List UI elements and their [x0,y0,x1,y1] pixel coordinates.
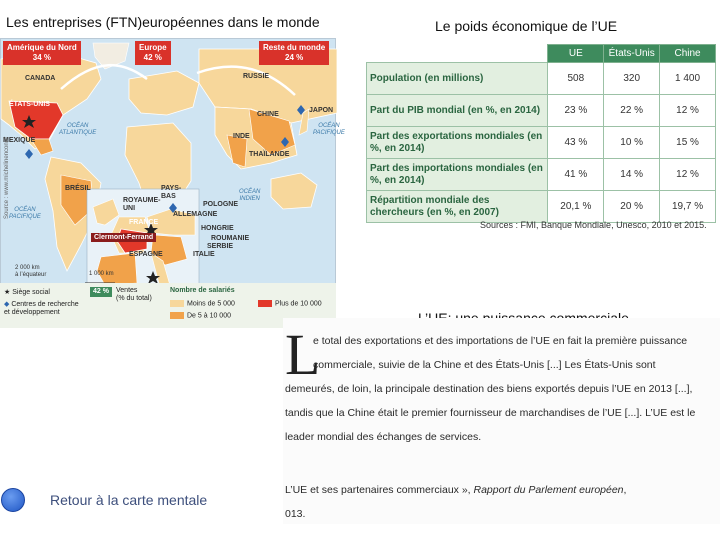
text-line: leader mondial des échanges de services. [285,431,482,443]
table-source: Sources : FMI, Banque Mondiale, Unesco, 2010 et 2015. [480,220,707,230]
text-line: e total des exportations et des importations de l’UE en fait la première puissance [313,335,688,347]
cell-value: 19,7 % [660,191,716,223]
cell-value: 22 % [604,95,660,127]
row-label: Répartition mondiale des chercheurs (en %, en 2007) [367,191,548,223]
cell-value: 320 [604,63,660,95]
label-etats-unis: ÉTATS-UNIS [9,101,50,108]
table-row [367,191,716,223]
legend-sales-pct: 42 % [90,287,112,297]
label-espagne: ESPAGNE [129,251,163,258]
ocean-pacifique-west: OCÉAN PACIFIQUE [9,207,41,220]
ocean-indien: OCÉAN INDIEN [239,189,261,202]
row-label: Part du PIB mondial (en %, en 2014) [367,95,548,127]
table-corner [367,45,548,63]
text-excerpt [283,318,720,524]
label-russie: RUSSIE [243,73,270,80]
rest-of-world-share: Reste du monde 24 % [259,41,329,65]
star-icon: ★ [4,289,13,296]
scale-main: 2 000 km à l’équateur [15,265,47,278]
row-label: Part des exportations mondiales (en %, en 2014) [367,127,548,159]
label-allemagne: ALLEMAGNE [173,211,218,218]
north-america-share: Amérique du Nord 34 % [3,41,81,65]
back-button-icon[interactable] [1,488,25,512]
cell-value: 1 400 [660,63,716,95]
legend-rd: ◆ Centres de recherche et développement [4,301,79,316]
label-chine: CHINE [257,111,279,118]
scale-inset: 1 000 km [89,271,114,277]
label-bresil: BRÉSIL [65,185,91,192]
table-header-row [367,45,716,63]
ocean-pacifique-east: OCÉAN PACIFIQUE [313,123,345,136]
text-line: demeurés, de loin, la principale destination des biens exportés depuis l’UE en 2013 [...], [285,383,693,395]
label-italie: ITALIE [193,251,215,258]
label-pays-bas: PAYS- BAS [161,185,182,200]
label-inde: INDE [233,133,250,140]
ocean-atlantique: OCÉAN ATLANTIQUE [59,123,97,136]
cell-value: 12 % [660,159,716,191]
map-source: Source : www.michelinenconrfr [4,136,10,219]
label-roumanie: ROUMANIE [211,235,250,242]
table-row [367,127,716,159]
table-row [367,95,716,127]
cell-value: 20 % [604,191,660,223]
legend-gt10000: Plus de 10 000 [258,300,322,308]
legend-employees-title: Nombre de salariés [170,287,235,294]
legend-sales: Ventes (% du total) [116,287,152,302]
label-serbie: SERBIE [207,243,234,250]
legend-lt5000: Moins de 5 000 [170,300,235,308]
label-canada: CANADA [25,75,56,82]
row-label: Part des importations mondiales (en %, en 2014) [367,159,548,191]
legend-5-10000: De 5 à 10 000 [170,312,231,320]
cell-value: 43 % [548,127,604,159]
col-chine: Chine [660,45,716,63]
cell-value: 20,1 % [548,191,604,223]
row-label: Population (en millions) [367,63,548,95]
cell-value: 23 % [548,95,604,127]
table-title: Le poids économique de l’UE [435,18,618,34]
text-source-year: 013. [285,508,306,520]
cell-value: 41 % [548,159,604,191]
col-etats-unis: États-Unis [604,45,660,63]
legend-hq: ★ Siège social [4,289,50,296]
label-clermont-ferrand: Clermont-Ferrand [91,233,156,242]
europe-share: Europe 42 % [135,41,171,65]
drop-cap: L [285,322,321,387]
economic-weight-table [366,44,718,234]
table-row [367,63,716,95]
label-mexique: MEXIQUE [3,137,36,144]
label-thailande: THAÏLANDE [249,151,290,158]
label-japon: JAPON [309,107,334,114]
table-row [367,159,716,191]
text-line: tandis que la Chine était le premier fournisseur de marchandises de l’UE [...]. L’UE est le [285,407,696,419]
text-source: L’UE et ses partenaires commerciaux », Rapport du Parlement européen, [285,484,627,496]
text-line: commerciale, suivie de la Chine et des États-Unis [...] Les États-Unis sont [313,359,656,371]
map-title: Les entreprises (FTN)européennes dans le monde [6,14,320,30]
cell-value: 10 % [604,127,660,159]
cell-value: 14 % [604,159,660,191]
col-ue: UE [548,45,604,63]
diamond-icon: ◆ [4,301,12,308]
label-france: FRANCE [129,219,159,226]
cell-value: 508 [548,63,604,95]
cell-value: 12 % [660,95,716,127]
cell-value: 15 % [660,127,716,159]
label-hongrie: HONGRIE [201,225,234,232]
label-pologne: POLOGNE [203,201,239,208]
label-royaume-uni: ROYAUME- UNI [123,197,161,212]
back-to-mindmap-link[interactable]: Retour à la carte mentale [50,492,208,508]
